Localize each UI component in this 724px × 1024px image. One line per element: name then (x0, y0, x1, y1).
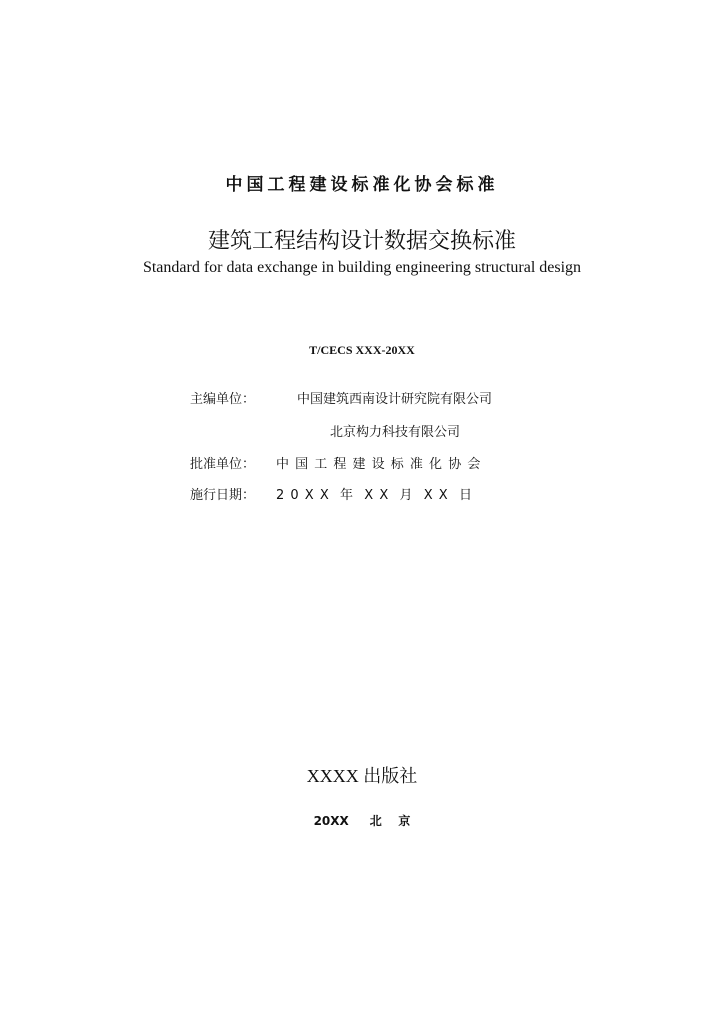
standard-series-title: 中国工程建设标准化协会标准 (225, 175, 499, 195)
approver-value: 中 国 工 程 建 设 标 准 化 协 会 (276, 457, 482, 472)
approver-label: 批准单位： (190, 457, 256, 472)
chief-editor-label: 主编单位： (190, 392, 256, 407)
publication-place (0, 812, 724, 829)
standard-code: T/CECS XXX-20XX (309, 343, 415, 357)
standard-title-chinese: 建筑工程结构设计数据交换标准 (207, 229, 516, 254)
publisher-name: XXXX 出版社 (306, 766, 418, 786)
effective-date-label: 施行日期： (190, 488, 256, 503)
publication-city: 北 京 (369, 814, 411, 828)
standard-title-english: Standard for data exchange in building engineering structural design (142, 259, 582, 276)
chief-editor-1: 中国建筑西南设计研究院有限公司 (297, 392, 493, 407)
publication-year: 20XX (313, 814, 349, 828)
chief-editor-2: 北京构力科技有限公司 (330, 425, 461, 440)
effective-date-value: 2 0 X X 年 X X 月 X X 日 (276, 488, 473, 503)
